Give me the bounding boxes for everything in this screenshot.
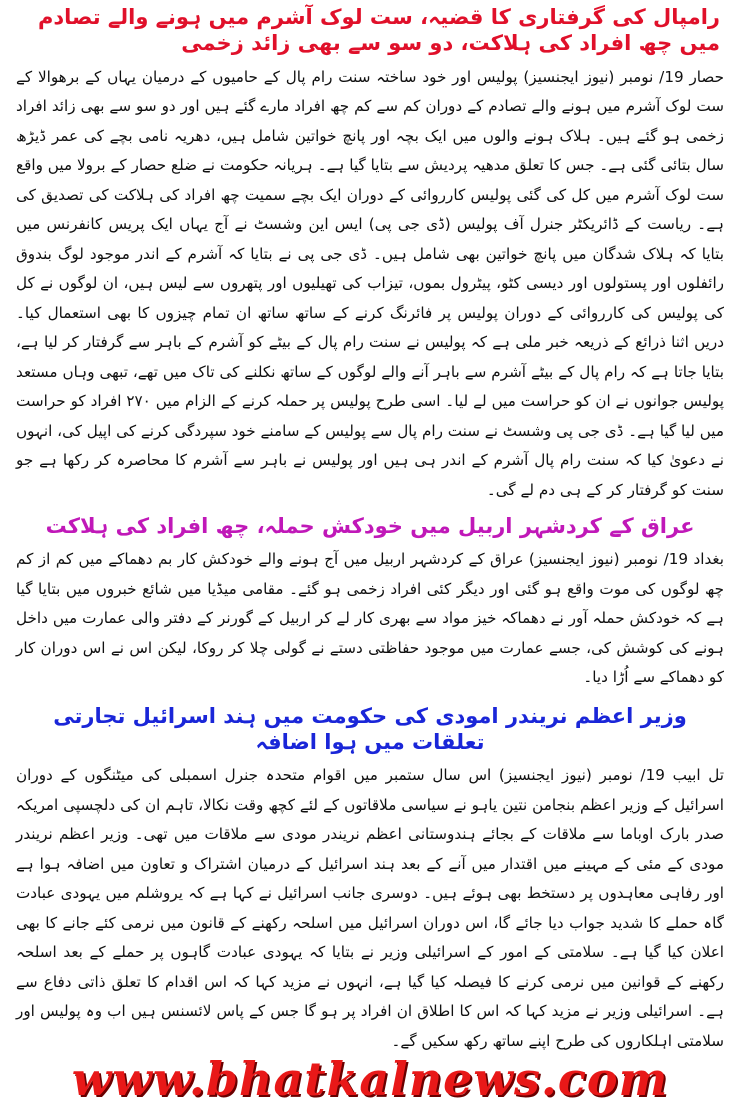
article-india-israel xyxy=(14,703,726,1057)
article-headline: عراق کے کردشہر اربیل میں خودکش حملہ، چھ افراد کی ہلاکت xyxy=(45,514,695,538)
article-body: تل ابیب 19/ نومبر (نیوز ایجنسیز) اس سال ستمبر میں اقوام متحدہ جنرل اسمبلی کی میٹنگوں کے دوران اسرائیل کے وزیر اعظم بنجامن نتین یاہو نے سیاسی ملاقاتوں کے لئے کچھ وقت نکالا، تاہم ان کی دلچسپی امریکہ صدر بارک اوباما سے ملاقات کے بجائے ہندوستانی اعظم نریندر مودی سے ملاقات میں تھی۔ وزیر اعظم نریندر مودی کے مئی کے مہینے میں اقتدار میں آنے کے بعد ہند اسرائیل کے درمیان اشتراک و تعاون میں اضافہ ہوا ہے اور رفاہی معاہدوں پر دستخط بھی ہوئے ہیں۔ دوسری جانب اسرائیل نے کہا ہے کہ یروشلم میں یہودی عبادت گاہ حملے کا شدید جواب دیا جائے گا، اس دوران اسرائیل میں اسلحہ رکھنے کے قانون میں نرمی کئے جانے کا بھی اعلان کیا گیا ہے۔ سلامتی کے امور کے اسرائیلی وزیر نے بتایا کہ یہودی عبادت گاہوں پر حملے کے بعد اسلحہ رکھنے کے قوانین میں نرمی کرنے کا فیصلہ کیا گیا ہے، انہوں نے مزید کہا کہ اس اقدام کا تعلق ذاتی دفاع سے ہے۔ اسرائیلی وزیر نے مزید کہا کہ اس کا اطلاق ان افراد پر ہو گا جس کے پاس لائسنس ہیں اب وہ پولیس اور سلامتی اہلکاروں کی طرح اپنے ساتھ رکھ سکیں گے۔ xyxy=(16,766,725,1050)
site-watermark: www.bhatkalnews.com xyxy=(71,1052,669,1106)
article-erbil xyxy=(14,513,726,693)
article-headline: وزیر اعظم نریندر امودی کی حکومت میں ہند اسرائیل تجارتی تعلقات میں ہوا اضافہ xyxy=(53,703,687,754)
article-body: بغداد 19/ نومبر (نیوز ایجنسیز) عراق کے کردشہر اربیل میں آج ہونے والے خودکش کار بم دھماکے میں کم از کم چھ لوگوں کی موت واقع ہو گئی اور دیگر کئی افراد زخمی ہو گئے۔ مقامی میڈیا میں شائع خبروں میں بتایا گیا ہے کہ خودکش حملہ آور نے دھماکہ خیز مواد سے بھری کار لے کر اربیل کے گورنر کے دفتر والی عمارت میں داخل ہونے کی کوشش کی، جسے عمارت میں موجود حفاظتی دستے نے گولی چلا کر روکا، لیکن اس نے اس دوران کار کو دھماکے سے اُڑا دیا۔ xyxy=(16,550,724,687)
article-body: حصار 19/ نومبر (نیوز ایجنسیز) پولیس اور خود ساختہ سنت رام پال کے حامیوں کے درمیان یہاں کے برھوالا کے ست لوک آشرم میں ہونے والے تصادم کے دوران کم سے کم چھ افراد مارے گئے ہیں اور دو سو سے بھی زائد افراد زخمی ہو گئے ہیں۔ ہلاک ہونے والوں میں ایک بچہ اور پانچ خواتین شامل ہیں، دھریہ نامی بچے کی عمر ڈیڑھ سال بتائی گئی ہے۔ جس کا تعلق مدھیہ پردیش سے بتایا گیا ہے۔ ہریانہ حکومت نے ضلع حصار کے برولا میں واقع ست لوک آشرم میں کل کی گئی پولیس کارروائی کے دوران ایک بچے سمیت چھ افراد کی ہلاکت کی تصدیق کی ہے۔ ریاست کے ڈائریکٹر جنرل آف پولیس (ڈی جی پی) ایس این وشسٹ نے آج یہاں ایک پریس کانفرنس میں بتایا کہ ہلاک شدگان میں پانچ خواتین بھی شامل ہیں۔ ڈی جی پی نے بتایا کہ آشرم کے اندر موجود لوگ بندوق رائفلوں اور پستولوں اور دیسی کٹو، پیٹرول بموں، تیزاب کی تھیلیوں اور پتھروں سے لیس ہیں، ان لوگوں نے کل کی پولیس کی کارروائی کے دوران پولیس پر فائرنگ کرنے کے ساتھ ساتھ ان تمام چیزوں کا بھی استعمال کیا۔ دریں اثنا ذرائع کے ذریعہ خبر ملی ہے کہ پولیس نے سنت رام پال کے بیٹے کو آشرم کے باہر سے گرفتار کر لیا ہے، بتایا جاتا ہے کہ رام پال کے بیٹے آشرم سے باہر آنے والے لوگوں کے ساتھ نکلنے کی تاک میں تھے، تبھی وہاں مستعد پولیس جوانوں نے ان کو حراست میں لے لیا۔ اسی طرح پولیس پر حملہ کرنے کے الزام میں ۲۷۰ افراد کو حراست میں لیا گیا ہے۔ ڈی جی پی وشسٹ نے سنت رام پال سے پولیس کے سامنے خود سپردگی کرنے کی اپیل کی، انہوں نے دعویٰ کیا کہ سنت رام پال آشرم کے اندر ہی ہیں اور پولیس نے باہر سے آشرم کا محاصرہ کر رکھا ہے جو سنت کو گرفتار کر کے ہی دم لے گی۔ xyxy=(16,67,724,499)
article-rampal xyxy=(14,4,726,505)
article-headline: رامپال کی گرفتاری کا قضیہ، ست لوک آشرم میں ہونے والے تصادم میں چھ افراد کی ہلاکت، دو سو سے بھی زائد زخمی xyxy=(37,5,720,56)
